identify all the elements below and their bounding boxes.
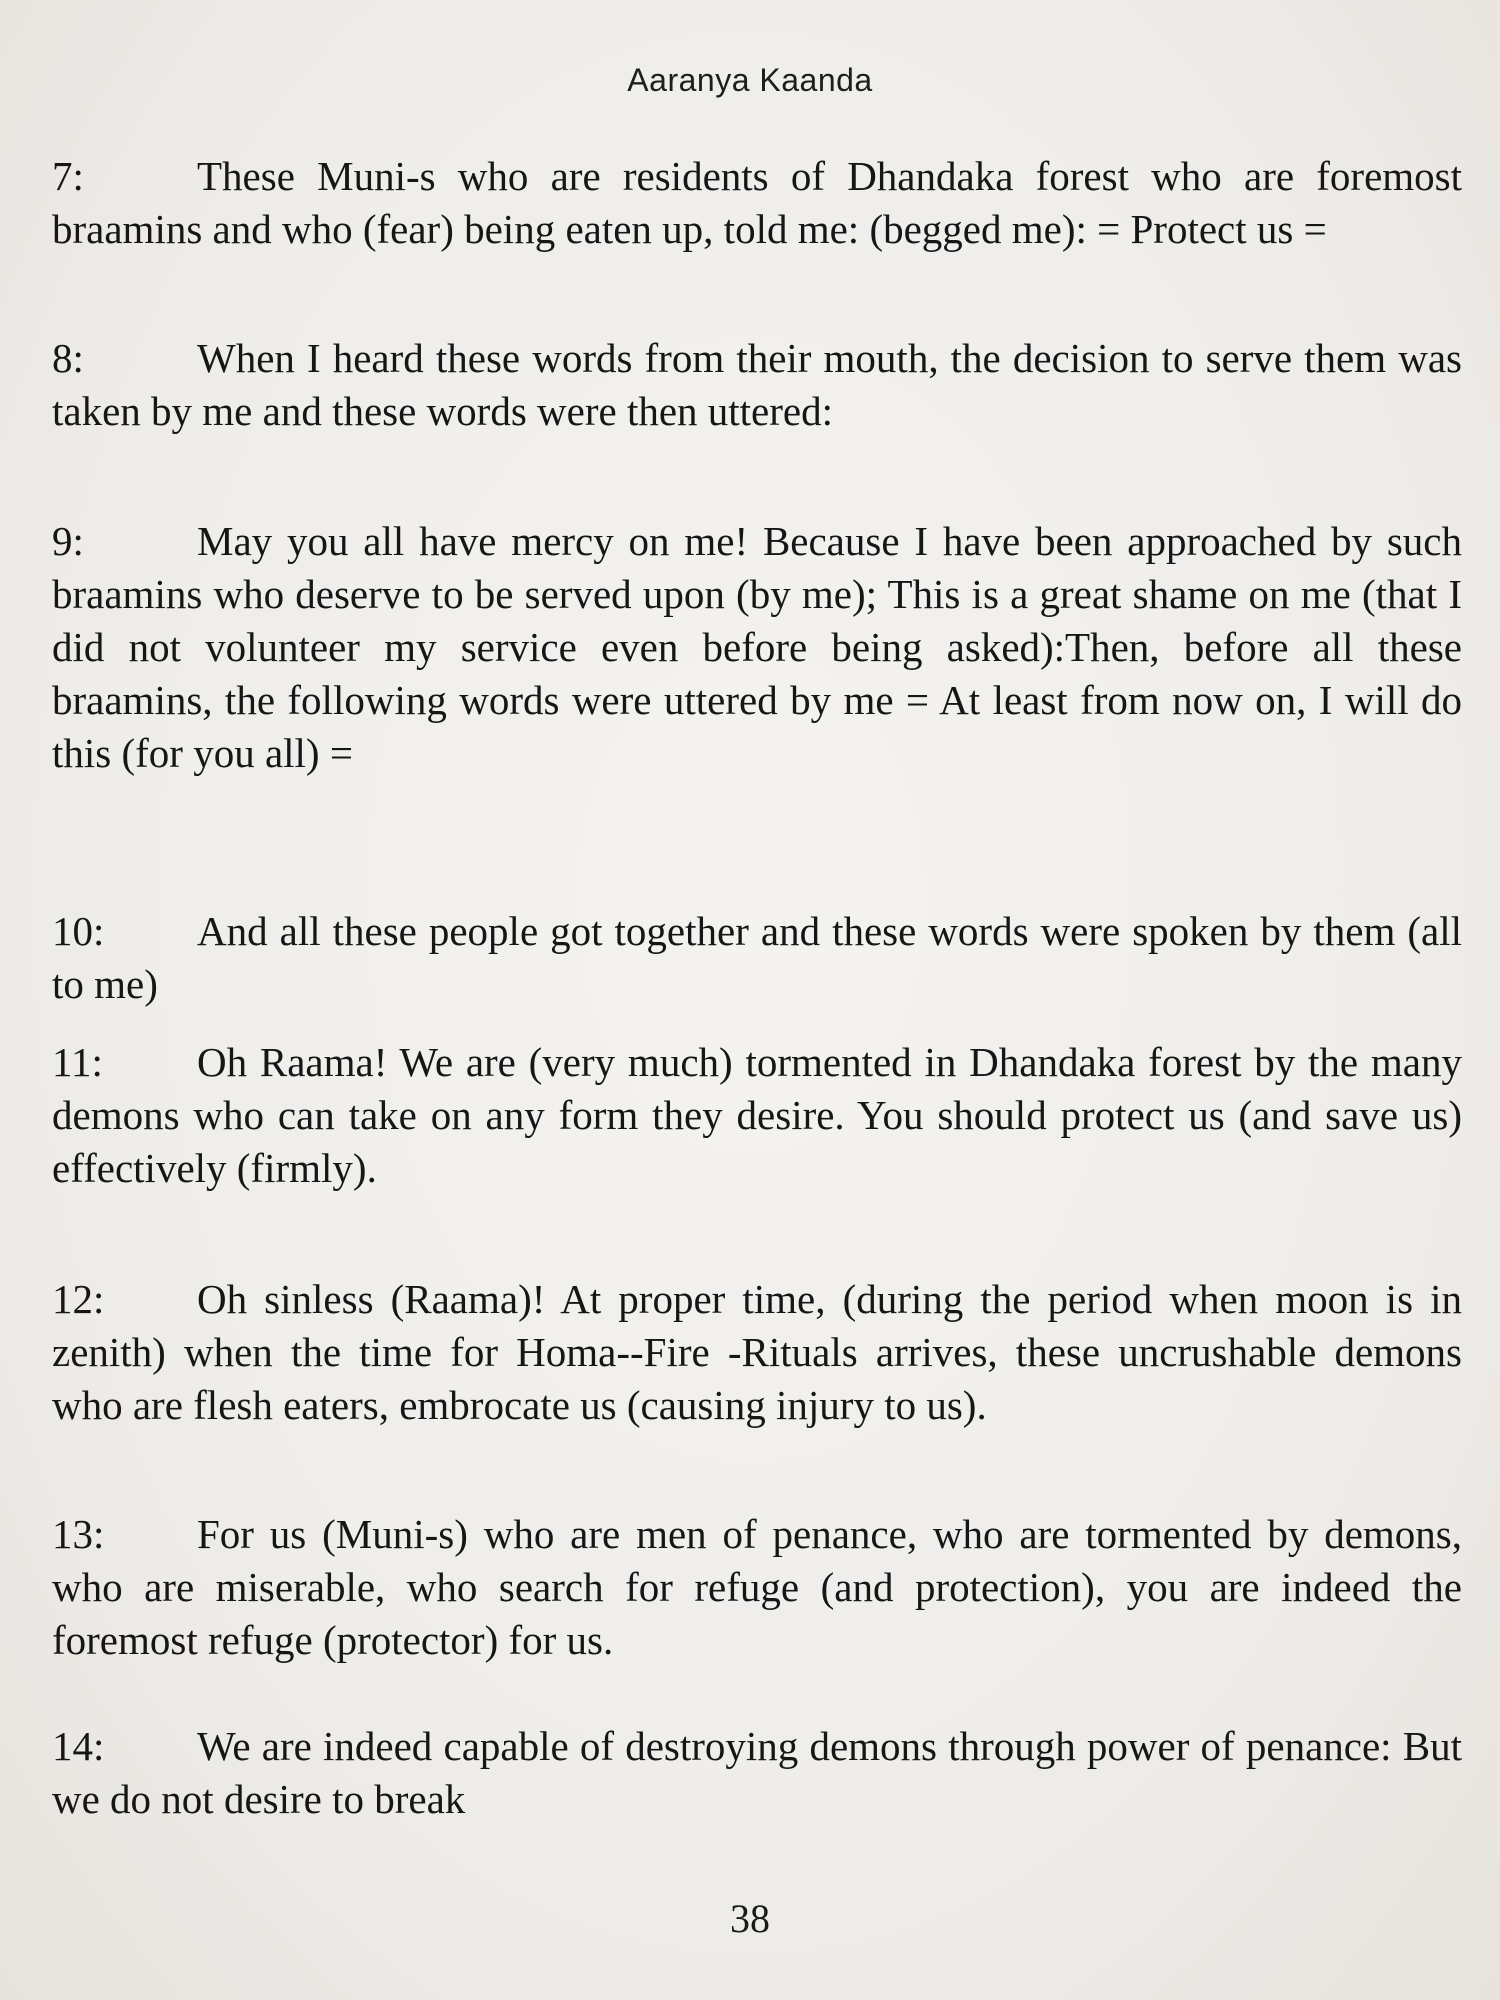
verse-number: 13: [52, 1511, 105, 1557]
page-number: 38 [730, 1896, 770, 1941]
verse-number: 14: [52, 1723, 105, 1769]
verse-number: 9: [52, 518, 84, 564]
verse-10 [52, 905, 1462, 1011]
verse-number: 12: [52, 1276, 105, 1322]
verse-12 [52, 1273, 1462, 1432]
verse-text: May you all have mercy on me! Because I have been approached by such braamins who deserve to be served upon (by me); This is a great shame on me (that I did not volunteer my service even before being asked):Then, before all these braamins, the following words were uttered by me = At least from now on, I will do this (for you all) = [52, 518, 1462, 776]
verse-8 [52, 332, 1462, 438]
verse-text: Oh sinless (Raama)! At proper time, (during the period when moon is in zenith) when the time for Homa--Fire -Rituals arrives, these uncrushable demons who are flesh eaters, embrocate us (causing injury to us). [52, 1276, 1462, 1428]
verse-text: We are indeed capable of destroying demons through power of penance: But we do not desire to break [52, 1723, 1462, 1822]
verse-number: 10: [52, 908, 105, 954]
verse-text: For us (Muni-s) who are men of penance, who are tormented by demons, who are miserable, who search for refuge (and protection), you are indeed the foremost refuge (protector) for us. [52, 1511, 1462, 1663]
verse-11 [52, 1036, 1462, 1195]
verse-number: 8: [52, 335, 84, 381]
verse-text: And all these people got together and these words were spoken by them (all to me) [52, 908, 1462, 1007]
verse-9 [52, 515, 1462, 780]
verse-number: 11: [52, 1039, 103, 1085]
verse-text: When I heard these words from their mouth, the decision to serve them was taken by me and these words were then uttered: [52, 335, 1462, 434]
verse-text: These Muni-s who are residents of Dhandaka forest who are foremost braamins and who (fear) being eaten up, told me: (begged me): = Protect us = [52, 153, 1462, 252]
verse-7 [52, 150, 1462, 256]
verse-13 [52, 1508, 1462, 1667]
verse-number: 7: [52, 153, 84, 199]
running-header: Aaranya Kaanda [627, 62, 873, 98]
verse-text: Oh Raama! We are (very much) tormented in Dhandaka forest by the many demons who can take on any form they desire. You should protect us (and save us) effectively (firmly). [52, 1039, 1462, 1191]
verse-14 [52, 1720, 1462, 1826]
